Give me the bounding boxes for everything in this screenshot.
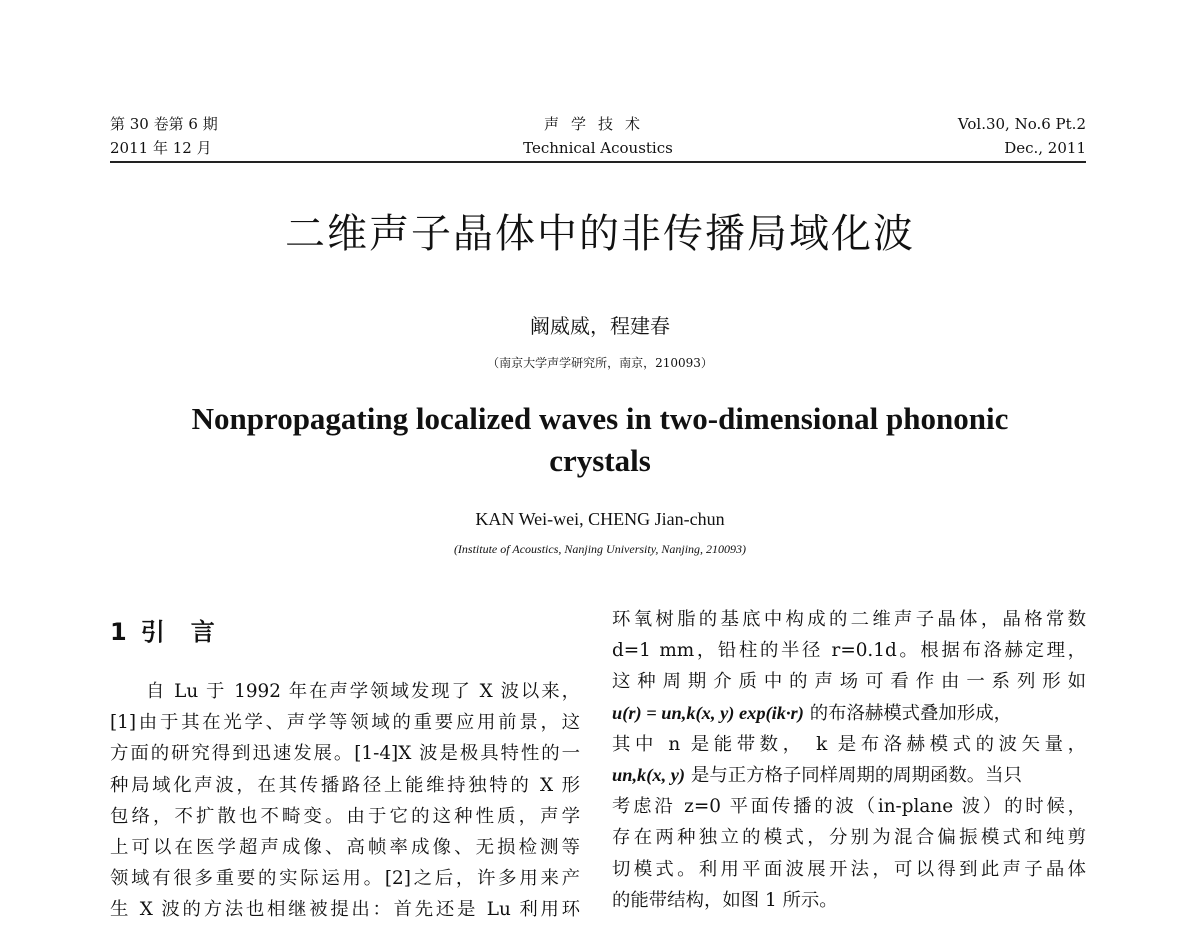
body-line: 自 Lu 于 1992 年在声学领域发现了 X 波以来，	[146, 681, 580, 702]
running-header	[110, 112, 1086, 162]
section-title: 引言	[140, 618, 241, 646]
affiliation-cn: （南京大学声学研究所，南京，210093）	[487, 356, 713, 370]
header-right	[958, 112, 1086, 160]
periodic-function-symbol: un,k(x, y)	[612, 765, 686, 786]
body-line: 上可以在医学超声成像、高帧率成像、无损检测等	[110, 837, 580, 859]
article-title-en	[150, 398, 1050, 482]
journal-name-en: Technical Acoustics	[523, 139, 673, 157]
bloch-mode-equation: u(r) = un,k(x, y) exp(ik·r)	[612, 702, 804, 723]
journal-name-cn: 声学技术	[543, 115, 652, 133]
volume-issue-cn: 第 30 卷第 6 期	[110, 115, 218, 133]
body-text: 的布洛赫模式叠加形成，	[809, 702, 1012, 724]
title-en-line-2: crystals	[549, 443, 651, 478]
body-line: [1]由于其在光学、声学等领域的重要应用前景，这	[110, 712, 580, 734]
body-line: 这种周期介质中的声场可看作由一系列形如	[612, 671, 1086, 693]
volume-issue-en: Vol.30, No.6 Pt.2	[957, 115, 1086, 133]
date-en: Dec., 2011	[1004, 139, 1086, 157]
header-rule	[110, 161, 1086, 163]
body-line-with-equation	[612, 760, 1086, 791]
body-line: 生 X 波的方法也相继被提出：首先还是 Lu 利用环	[110, 899, 580, 921]
authors-cn: 阚威威，程建春	[530, 314, 670, 338]
left-column	[110, 612, 580, 926]
article-title-cn: 二维声子晶体中的非传播局域化波	[285, 211, 915, 257]
affiliation-en: (Institute of Acoustics, Nanjing University, Nanjing, 210093)	[453, 542, 747, 556]
body-line: 切模式。利用平面波展开法，可以得到此声子晶体	[612, 858, 1086, 880]
body-line: 方面的研究得到迅速发展。[1-4]X 波是极具特性的一	[110, 743, 580, 765]
body-line: 其中 n 是能带数， k 是布洛赫模式的波矢量，	[612, 733, 1086, 755]
body-line: 包络，不扩散也不畸变。由于它的这种性质，声学	[110, 805, 580, 827]
body-line: 存在两种独立的模式，分别为混合偏振模式和纯剪	[612, 827, 1086, 849]
section-number: 1	[110, 618, 127, 646]
title-en-line-1: Nonpropagating localized waves in two-dimensional phononic	[191, 401, 1009, 436]
body-text: 是与正方格子同样周期的周期函数。当只	[690, 765, 1022, 787]
section-heading	[110, 612, 580, 652]
body-line: 领域有很多重要的实际运用。[2]之后，许多用来产	[110, 868, 580, 890]
authors-en: KAN Wei-wei, CHENG Jian-chun	[475, 509, 725, 529]
body-line-with-equation	[612, 698, 1086, 729]
body-line: 环氧树脂的基底中构成的二维声子晶体，晶格常数	[612, 609, 1086, 630]
right-column	[612, 604, 1086, 916]
body-line: 考虑沿 z=0 平面传播的波（in-plane 波）的时候，	[612, 796, 1086, 818]
header-center	[110, 112, 1086, 160]
body-line: d=1 mm，铅柱的半径 r=0.1d。根据布洛赫定理，	[612, 640, 1086, 662]
date-cn: 2011 年 12 月	[110, 139, 212, 157]
body-line: 的能带结构，如图 1 所示。	[612, 889, 838, 911]
body-line: 种局域化声波，在其传播路径上能维持独特的 X 形	[110, 774, 580, 796]
